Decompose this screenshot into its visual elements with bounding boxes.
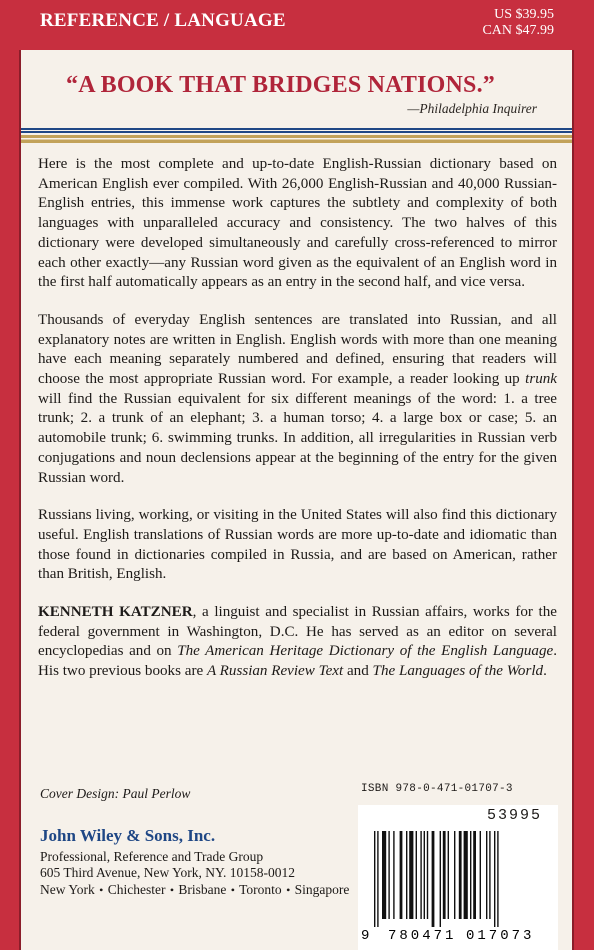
barcode-bar <box>448 831 449 919</box>
author-name: KENNETH KATZNER <box>38 604 193 621</box>
barcode-bar <box>432 831 435 927</box>
barcode-bar <box>470 831 471 919</box>
barcode-area <box>358 805 558 950</box>
barcode-bar <box>497 831 498 927</box>
barcode-bar <box>382 831 386 919</box>
gold-divider-stripe <box>21 135 572 143</box>
publisher-name: John Wiley & Sons, Inc. <box>40 826 216 845</box>
barcode-bar <box>388 831 389 919</box>
publisher-block <box>40 828 360 898</box>
barcode-bar <box>427 831 428 919</box>
svg-text:017073: 017073 <box>466 928 535 943</box>
author-bio: KENNETH KATZNER, a linguist and specialist in Russian affairs, works for the federal government in Washington, D.C. He has served as an editor on several encyclopedias and on The American Heritage Dictionary of the English Language. His two previous books are A Russian Review Text and The Languages of the World. <box>38 604 557 680</box>
paragraph-3: Russians living, working, or visiting in the United States will also find this dictionary useful. English translations of Russian words are more up-to-date and idiomatic than those found in dictionaries compiled in Russia, and are based on American, rather than British, English. <box>38 507 557 583</box>
barcode-bar <box>400 831 403 919</box>
price-block <box>482 7 554 39</box>
blue-divider-stripe <box>21 128 572 133</box>
quote-headline: “A BOOK THAT BRIDGES NATIONS.” <box>66 72 495 98</box>
barcode-bar <box>473 831 476 919</box>
publisher-division: Professional, Reference and Trade Group <box>40 848 264 864</box>
barcode-icon <box>360 831 556 943</box>
paragraph-2: Thousands of everyday English sentences are translated into Russian, and all explanatory notes are written in English. English words with more than one meaning have each meaning separately numbered and defined, ensuring that readers will choose the most appropriate Russian word. For example, a reader looking up trunk will find the Russian equivalent for six different meanings of the word: 1. a tree trunk; 2. a trunk of an elephant; 3. a human torso; 4. a large box or case; 5. an automobile trunk; 6. swimming trunks. In addition, all irregularities in Russian verb conjugations and noun declensions appear at the beginning of the entry for the given Russian word. <box>38 311 557 486</box>
barcode-bar <box>459 831 462 919</box>
barcode-bar <box>454 831 455 919</box>
barcode-bar <box>406 831 407 919</box>
barcode-bar <box>464 831 468 919</box>
publisher-address: 605 Third Avenue, New York, NY. 10158-0012 <box>40 865 295 880</box>
barcode-bar <box>494 831 495 927</box>
content-panel <box>19 50 574 950</box>
barcode-bar <box>480 831 481 919</box>
barcode-bar <box>409 831 413 919</box>
barcode-bar <box>424 831 425 919</box>
cover-design-credit: Cover Design: Paul Perlow <box>40 786 191 801</box>
publisher-cities: New York • Chichester • Brisbane • Toronto • Singapore <box>40 881 350 897</box>
barcode-bar <box>377 831 378 927</box>
barcode-bar <box>393 831 394 919</box>
italic-trunk: trunk <box>525 371 557 388</box>
barcode-bar <box>443 831 446 919</box>
barcode-price-code: 53995 <box>486 807 542 824</box>
barcode-bar <box>489 831 490 919</box>
isbn-label: ISBN 978-0-471-01707-3 <box>361 783 513 795</box>
price-us: US $39.95 <box>494 7 554 22</box>
barcode-bar <box>440 831 441 927</box>
paragraph-1: Here is the most complete and up-to-date English-Russian dictionary based on American English ever compiled. With 26,000 English-Russian and 40,000 Russian-English entries, this immense work captures the subtlety and complexity of both languages with unparalleled accuracy and consistency. The two halves of this dictionary were developed simultaneously and carefully cross-referenced to mirror each other exactly—any Russian word given as the equivalent of an English word in the first half automatically appears as an entry in the second half, and vice versa. <box>38 156 557 291</box>
barcode-bar <box>374 831 375 927</box>
description-text <box>38 155 557 700</box>
svg-text:9: 9 <box>361 928 370 943</box>
quote-attribution: —Philadelphia Inquirer <box>407 101 537 116</box>
category-label: REFERENCE / LANGUAGE <box>40 10 286 31</box>
price-can: CAN $47.99 <box>482 23 554 38</box>
barcode-bar <box>416 831 417 919</box>
svg-text:780471: 780471 <box>388 928 457 943</box>
cover-header <box>0 0 594 50</box>
barcode-bar <box>486 831 487 919</box>
barcode-bar <box>420 831 421 919</box>
